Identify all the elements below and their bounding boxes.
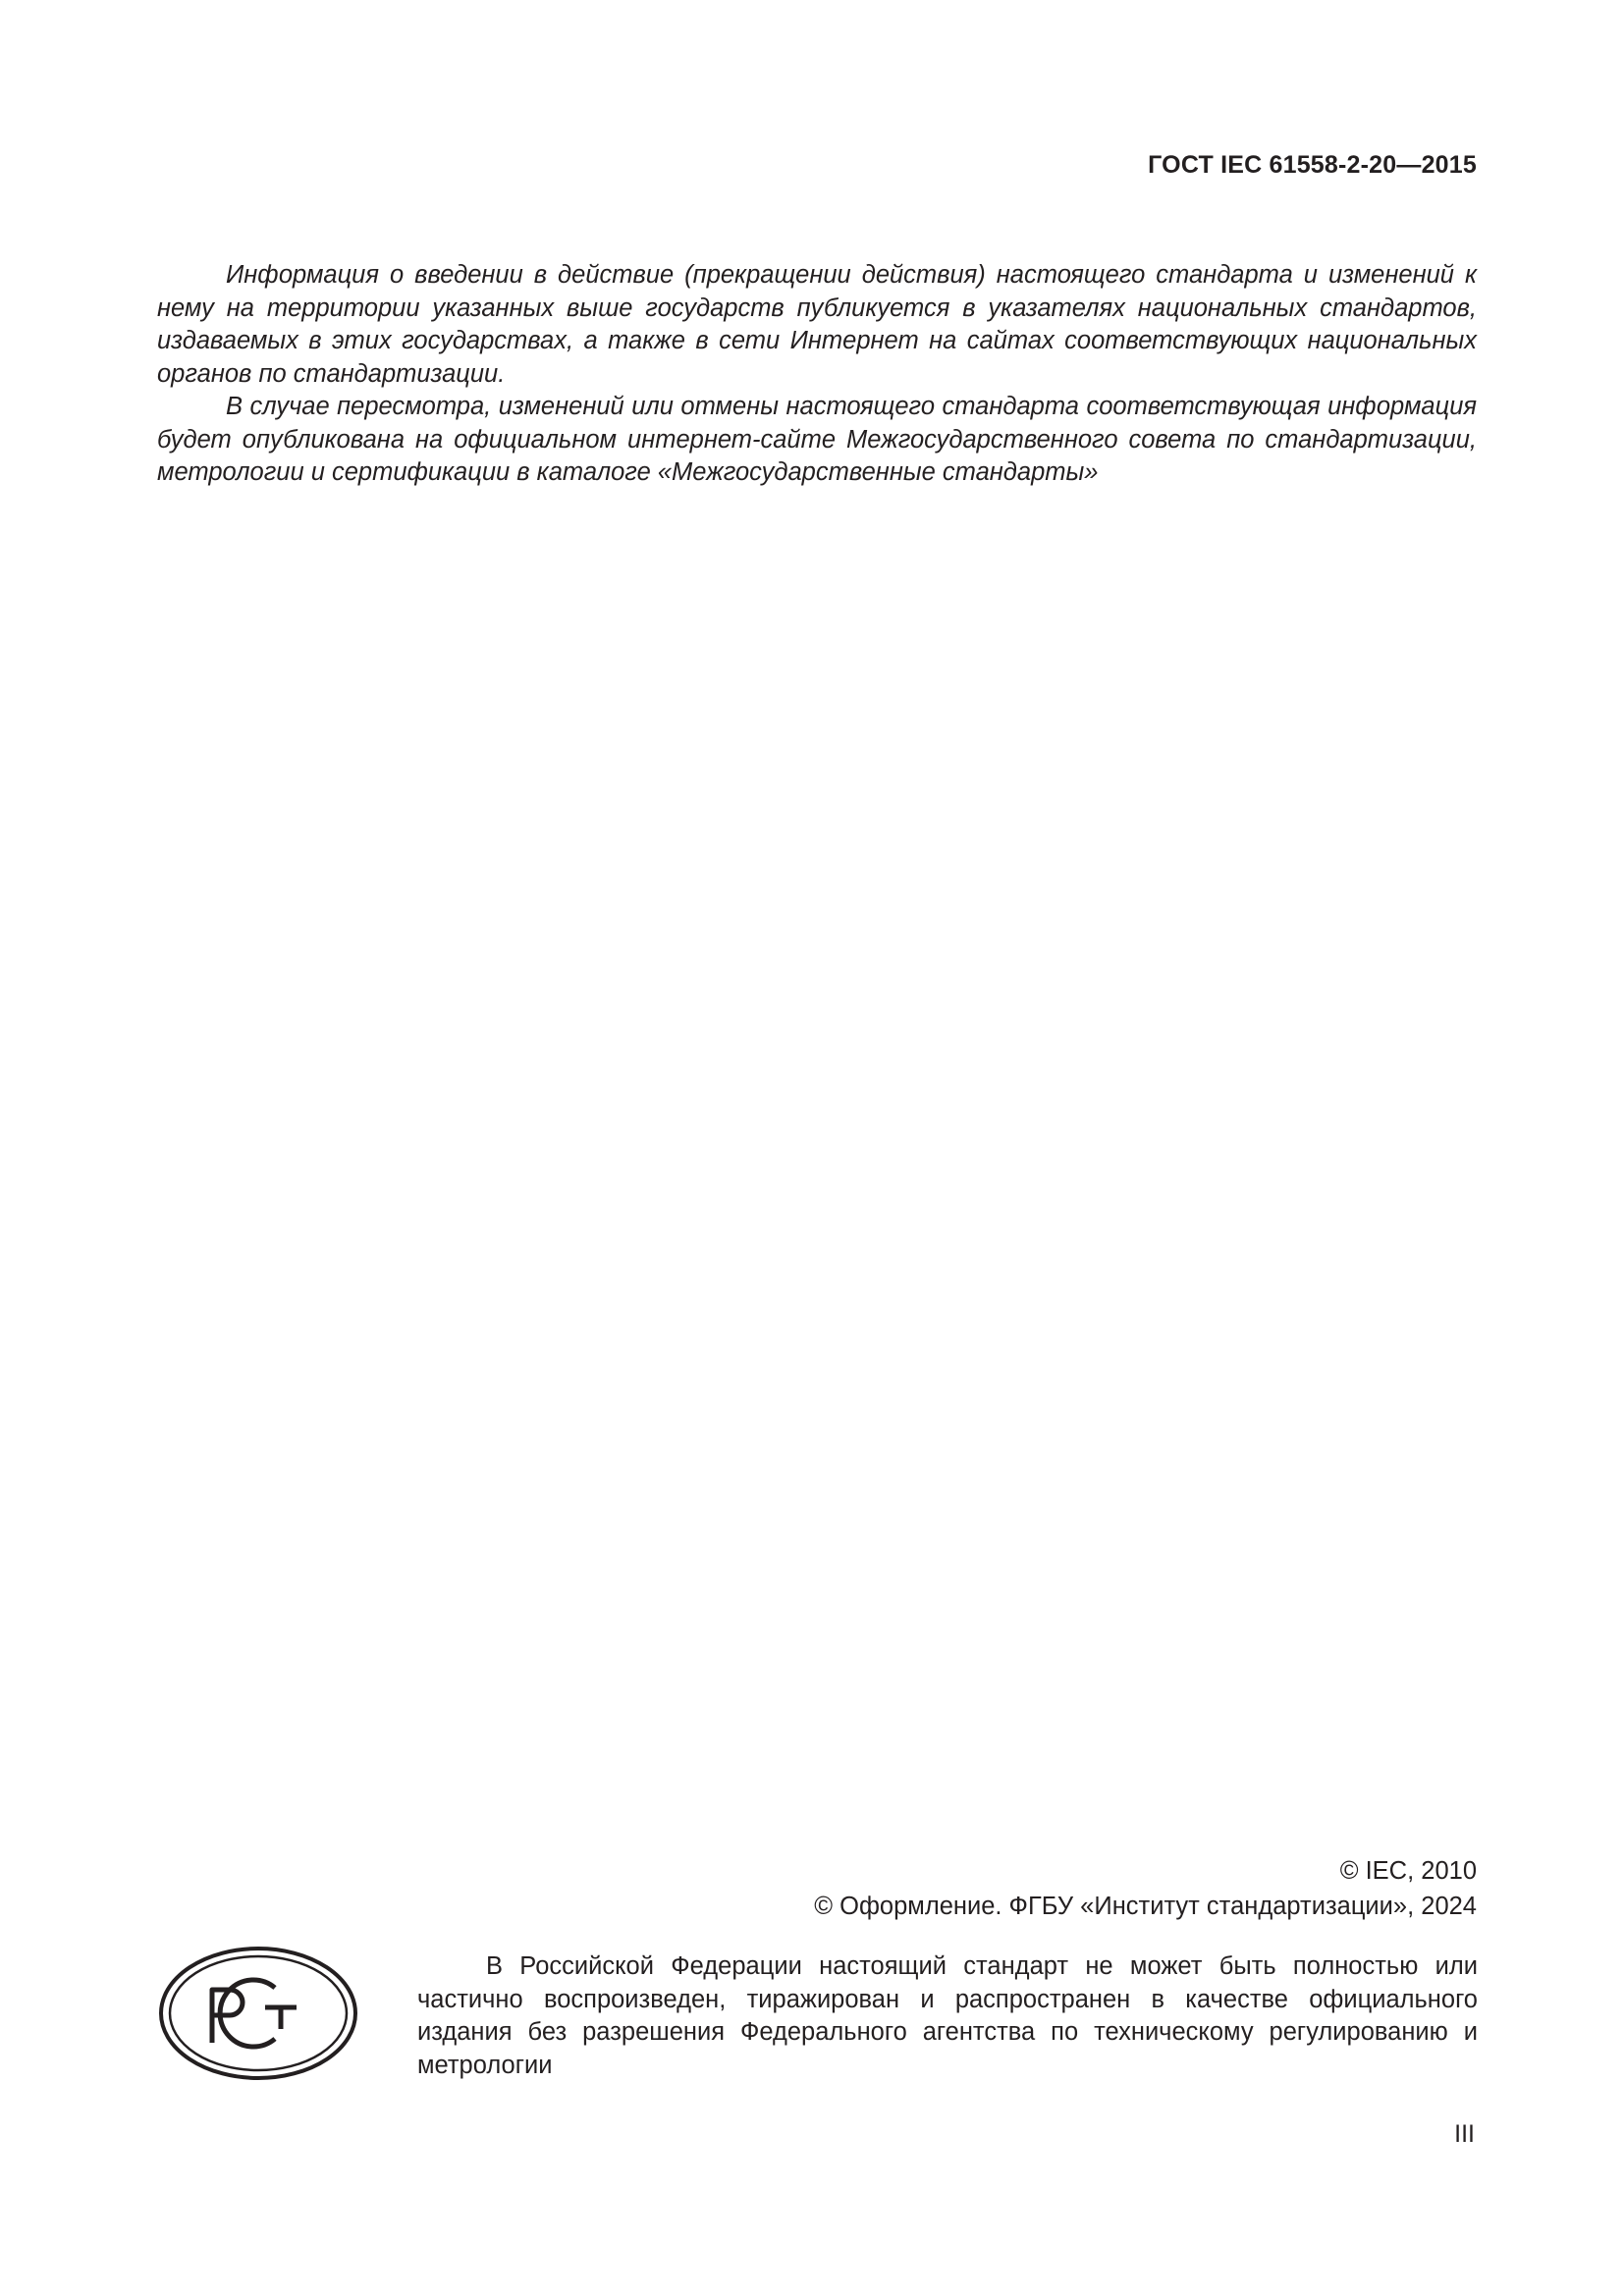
document-code: ГОСТ IEC 61558-2-20—2015 — [1148, 151, 1477, 179]
page-number: III — [1454, 2120, 1475, 2148]
copyright-design: © Оформление. ФГБУ «Институт стандартизации», 2024 — [814, 1893, 1477, 1920]
copyright-iec: © IEC, 2010 — [1339, 1857, 1477, 1885]
rst-certification-mark-icon — [157, 1945, 359, 2082]
copyright-notice — [417, 1950, 1478, 2082]
info-paragraph: В случае пересмотра, изменений или отмены настоящего стандарта соответствующая информация будет опубликована на официальном интернет-сайте Межгосударственного совета по стандартизации, метрологии и сертификации в каталоге «Межгосударственные стандарты» — [157, 393, 1477, 486]
info-block — [157, 259, 1477, 490]
info-paragraph: Информация о введении в действие (прекращении действия) настоящего стандарта и изменений к нему на территории указанных выше государств публикуется в указателях национальных стандартов, издаваемых в этих государствах, а также в сети Интернет на сайтах соответствующих национальных органов по стандартизации. — [157, 261, 1477, 388]
notice-paragraph: В Российской Федерации настоящий стандарт не может быть полностью или частично воспроизведен, тиражирован и распространен в качестве официального издания без разрешения Федерального агентства по техническому регулированию и метрологии — [417, 1952, 1478, 2079]
copyright-block — [814, 1853, 1477, 1924]
